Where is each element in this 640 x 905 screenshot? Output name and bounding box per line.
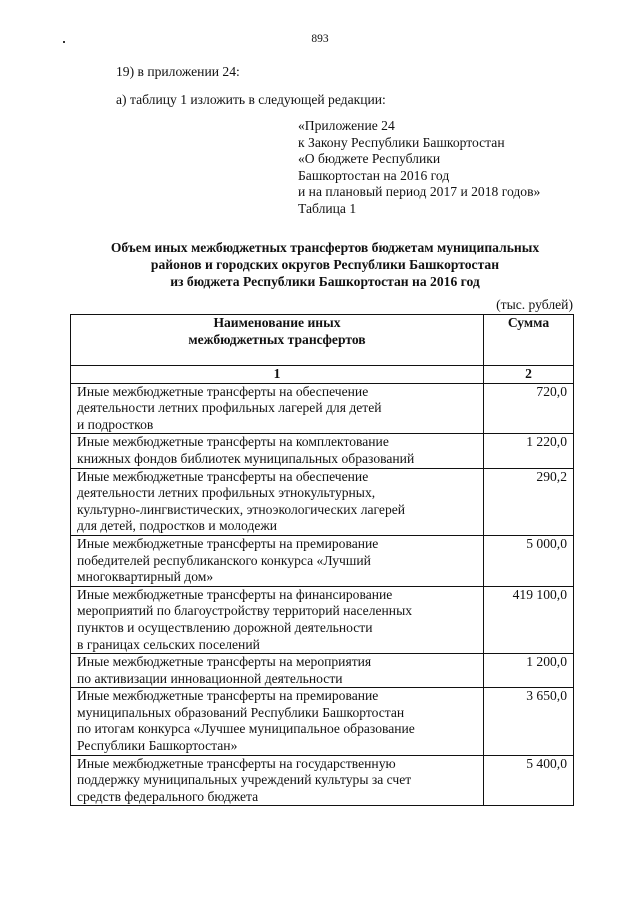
row-name: Иные межбюджетные трансферты на премирование муниципальных образований Республики Башкортостан по итогам конкурса «Лучшее муниципальное образование Республики Башкортостан»	[71, 688, 484, 755]
table-row	[71, 688, 574, 755]
row-name: Иные межбюджетные трансферты на премирование победителей республиканского конкурса «Лучший многоквартирный дом»	[71, 535, 484, 586]
row-sum: 290,2	[484, 468, 574, 535]
table-row	[71, 535, 574, 586]
scan-speck	[63, 41, 65, 43]
header-sum: Сумма	[484, 315, 574, 366]
annex-line: «О бюджете Республики	[298, 151, 441, 166]
row-name: Иные межбюджетные трансферты на государственную поддержку муниципальных учреждений культуры за счет средств федерального бюджета	[71, 755, 484, 806]
column-number-1: 1	[71, 366, 484, 384]
row-sum: 5 000,0	[484, 535, 574, 586]
intro-item-19: 19) в приложении 24:	[116, 64, 240, 79]
table-row	[71, 434, 574, 468]
row-name: Иные межбюджетные трансферты на мероприятия по активизации инновационной деятельности	[71, 654, 484, 688]
table-row	[71, 654, 574, 688]
row-sum: 1 200,0	[484, 654, 574, 688]
annex-reference	[298, 118, 540, 217]
column-number-2: 2	[484, 366, 574, 384]
table-row	[71, 383, 574, 434]
annex-line: к Закону Республики Башкортостан	[298, 134, 505, 150]
row-name: Иные межбюджетные трансферты на комплектование книжных фондов библиотек муниципальных образований	[71, 434, 484, 468]
title-line: Объем иных межбюджетных трансфертов бюджетам муниципальных	[110, 240, 540, 255]
annex-line: Башкортостан на 2016 год	[298, 167, 450, 183]
header-name: Наименование иных межбюджетных трансфертов	[71, 315, 484, 366]
page-number: 893	[311, 33, 329, 45]
table-row	[71, 586, 574, 653]
title-line: из бюджета Республики Башкортостан на 2016 год	[170, 273, 480, 289]
row-name: Иные межбюджетные трансферты на финансирование мероприятий по благоустройству территорий населенных пунктов и осуществлению дорожной деятельности в границах сельских поселений	[71, 586, 484, 653]
annex-line: и на плановый период 2017 и 2018 годов»	[298, 184, 541, 199]
row-name: Иные межбюджетные трансферты на обеспечение деятельности летних профильных этнокультурных, культурно-лингвистических, этноэкологических лагерей для детей, подростков и молодежи	[71, 468, 484, 535]
table-row	[71, 755, 574, 806]
column-number-row	[71, 366, 574, 384]
row-name: Иные межбюджетные трансферты на обеспечение деятельности летних профильных лагерей для детей и подростков	[71, 383, 484, 434]
intro-subitem-a: а) таблицу 1 изложить в следующей редакции:	[116, 92, 386, 107]
title-line: районов и городских округов Республики Башкортостан	[150, 256, 500, 272]
row-sum: 720,0	[484, 383, 574, 434]
annex-line: «Приложение 24	[298, 118, 395, 133]
annex-table-label: Таблица 1	[298, 200, 357, 216]
row-sum: 3 650,0	[484, 688, 574, 755]
table-header-row	[71, 315, 574, 366]
row-sum: 5 400,0	[484, 755, 574, 806]
transfers-table	[70, 314, 574, 806]
table-row	[71, 468, 574, 535]
row-sum: 419 100,0	[484, 586, 574, 653]
units-label: (тыс. рублей)	[496, 297, 573, 312]
document-title	[70, 240, 580, 290]
row-sum: 1 220,0	[484, 434, 574, 468]
